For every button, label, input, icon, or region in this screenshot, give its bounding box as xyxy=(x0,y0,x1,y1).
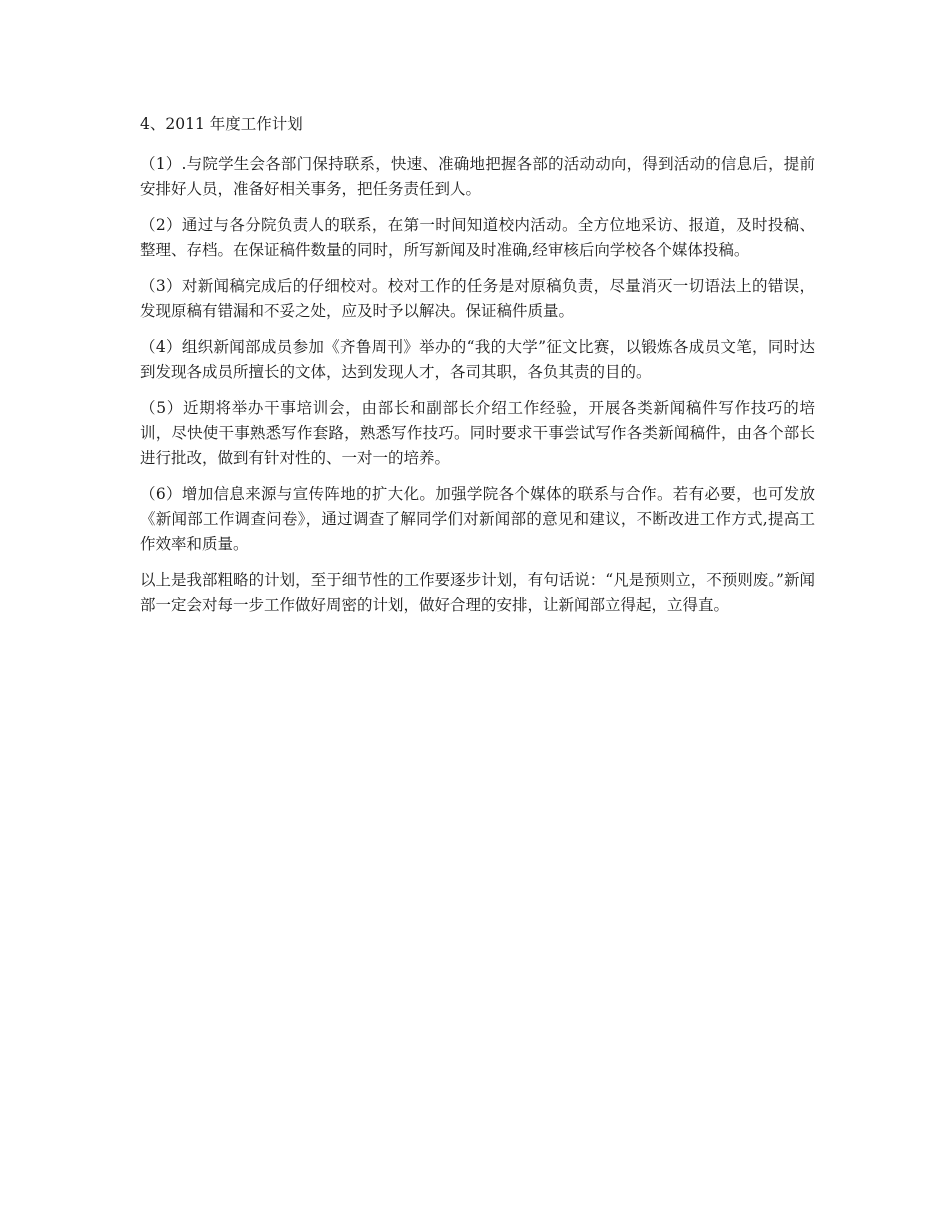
document-body xyxy=(140,112,815,629)
paragraph-item-4: （4）组织新闻部成员参加《齐鲁周刊》举办的“我的大学”征文比赛，以锻炼各成员文笔，同时达到发现各成员所擅长的文体，达到发现人才，各司其职，各负其责的目的。 xyxy=(140,338,815,381)
section-heading: 4、2011 年度工作计划 xyxy=(140,115,303,133)
paragraph-item-6: （6）增加信息来源与宣传阵地的扩大化。加强学院各个媒体的联系与合作。若有必要，也可发放《新闻部工作调查问卷》，通过调查了解同学们对新闻部的意见和建议，不断改进工作方式,提高工作效率和质量。 xyxy=(140,485,815,553)
paragraph-item-2: （2）通过与各分院负责人的联系，在第一时间知道校内活动。全方位地采访、报道，及时投稿、整理、存档。在保证稿件数量的同时，所写新闻及时准确,经审核后向学校各个媒体投稿。 xyxy=(140,216,815,259)
paragraph-item-3: （3）对新闻稿完成后的仔细校对。校对工作的任务是对原稿负责，尽量消灭一切语法上的错误，发现原稿有错漏和不妥之处，应及时予以解决。保证稿件质量。 xyxy=(140,277,815,320)
paragraph-item-1: （1）.与院学生会各部门保持联系，快速、准确地把握各部的活动动向，得到活动的信息后，提前安排好人员，准备好相关事务，把任务责任到人。 xyxy=(140,155,815,198)
paragraph-item-5: （5）近期将举办干事培训会，由部长和副部长介绍工作经验，开展各类新闻稿件写作技巧的培训，尽快使干事熟悉写作套路，熟悉写作技巧。同时要求干事尝试写作各类新闻稿件，由各个部长进行批改，做到有针对性的、一对一的培养。 xyxy=(140,399,815,467)
closing-paragraph: 以上是我部粗略的计划，至于细节性的工作要逐步计划，有句话说：“凡是预则立，不预则废。”新闻部一定会对每一步工作做好周密的计划，做好合理的安排，让新闻部立得起，立得直。 xyxy=(140,571,815,614)
